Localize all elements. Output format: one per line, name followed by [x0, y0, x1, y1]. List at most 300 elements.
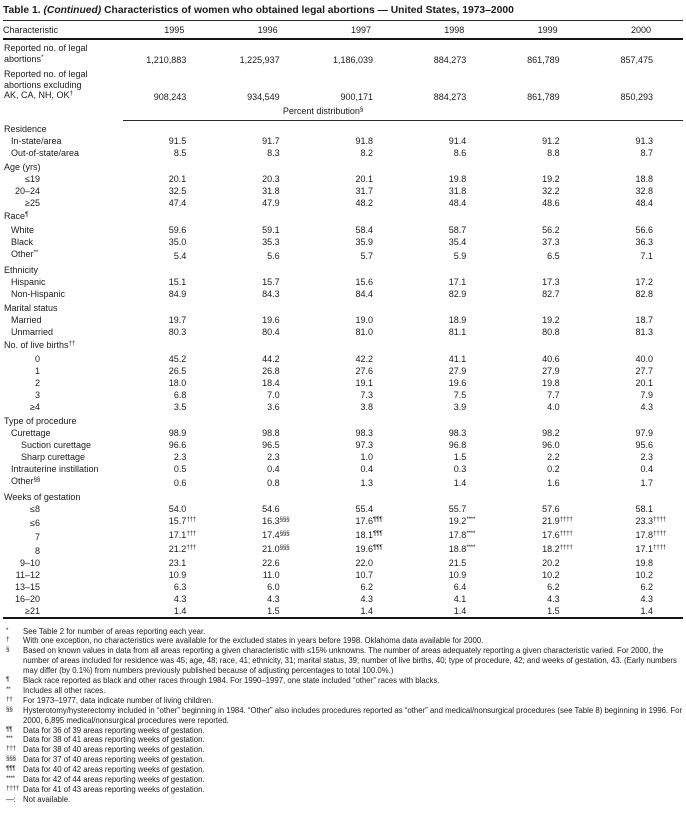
cell-value: 10.2: [635, 569, 653, 580]
cell-value: 861,789: [527, 91, 560, 102]
table-row: [3, 236, 683, 248]
data-cell: [496, 529, 589, 543]
data-cell: [123, 581, 216, 593]
data-cell: [310, 365, 403, 377]
data-cell: [310, 427, 403, 439]
footnote-marker: —:: [6, 794, 16, 804]
cell-value: 21.2: [168, 543, 187, 554]
data-cell: [123, 401, 216, 413]
data-cell: [590, 569, 683, 581]
cell-value: 59.6: [168, 224, 187, 235]
footnote: [3, 676, 683, 686]
data-cell: [310, 236, 403, 248]
cell-value: 17.4: [262, 529, 280, 540]
data-cell: [496, 276, 589, 288]
data-cell: [310, 353, 403, 365]
data-cell: [216, 185, 309, 197]
cell-value: 55.7: [448, 503, 467, 514]
row-label-numeric: 2: [34, 377, 40, 388]
data-cell: [403, 439, 496, 451]
data-cell: [590, 276, 683, 288]
section-header-row: [3, 338, 683, 353]
table-row: [3, 224, 683, 236]
section-header: Type of procedure: [4, 415, 77, 426]
data-cell: [123, 451, 216, 463]
data-cell: [123, 529, 216, 543]
cell-value: 82.9: [448, 288, 467, 299]
cell-value: 7.7: [547, 389, 560, 400]
data-cell: [310, 39, 403, 66]
cell-value: 11.0: [262, 569, 280, 580]
row-label-numeric: 9–10: [19, 557, 40, 568]
cell-value: 1.4: [453, 477, 467, 488]
data-cell: [216, 365, 309, 377]
data-cell: [216, 593, 309, 605]
data-cell: [123, 543, 216, 557]
cell-value: 54.6: [262, 503, 280, 514]
data-cell: [216, 557, 309, 569]
cell-value: 2.3: [173, 451, 187, 462]
cell-value: 7.3: [360, 389, 373, 400]
data-cell: [590, 173, 683, 185]
cell-value: 6.4: [453, 581, 467, 592]
cell-value: 857,475: [620, 55, 653, 65]
data-cell: [496, 66, 589, 103]
cell-value: 20.1: [355, 173, 373, 184]
table-row: [3, 593, 683, 605]
data-cell: [590, 185, 683, 197]
cell-value: 36.3: [635, 236, 653, 247]
data-cell: [590, 147, 683, 159]
data-cell: [123, 276, 216, 288]
cell-value: 8.8: [547, 147, 560, 158]
cell-value: 19.2: [448, 515, 467, 526]
cell-value: 17.3: [542, 276, 560, 287]
cell-value: 0.4: [640, 463, 653, 474]
footnote-text: Includes all other races.: [23, 685, 106, 695]
cell-value: 7.5: [453, 389, 467, 400]
footnote-text: For 1973–1977, data indicate number of living children.: [23, 695, 214, 705]
cell-value: 21.0: [262, 543, 280, 554]
row-label-numeric: ≥4: [30, 401, 40, 412]
cell-value: 35.9: [355, 236, 373, 247]
footnote-text: Data for 42 of 44 areas reporting weeks of gestation.: [23, 775, 205, 785]
data-cell: [590, 314, 683, 326]
footnote: [3, 785, 683, 795]
footnote-text: Data for 36 of 39 areas reporting weeks of gestation.: [23, 725, 205, 735]
row-label-numeric: ≤19: [25, 173, 40, 184]
col-header-year: 1998: [403, 21, 496, 40]
data-cell: [590, 353, 683, 365]
data-cell: [403, 236, 496, 248]
data-cell: [310, 147, 403, 159]
cell-value: 10.9: [448, 569, 467, 580]
data-cell: [496, 427, 589, 439]
data-cell: [310, 314, 403, 326]
footnote: [3, 745, 683, 755]
data-cell: [496, 236, 589, 248]
cell-value: 44.2: [262, 353, 280, 364]
data-cell: [123, 389, 216, 401]
data-cell: [590, 593, 683, 605]
data-cell: [496, 543, 589, 557]
count-row: [3, 39, 683, 66]
cell-value: 18.8: [448, 543, 467, 554]
cell-value: 10.7: [355, 569, 373, 580]
footnote-marker: §§§: [279, 515, 290, 523]
cell-value: 20.1: [168, 173, 187, 184]
row-label: Non-Hispanic: [11, 288, 66, 299]
spanner-spacer: [3, 103, 123, 121]
row-label-numeric: 3: [34, 389, 40, 400]
cell-value: 4.3: [360, 593, 373, 604]
row-label: Married: [11, 314, 42, 325]
cell-value: 23.1: [168, 557, 187, 568]
data-cell: [590, 463, 683, 475]
cell-value: 59.1: [262, 224, 280, 235]
footnote-marker: **: [33, 248, 38, 256]
cell-value: 4.3: [267, 593, 280, 604]
section-header-row: [3, 413, 683, 427]
row-label: [3, 605, 123, 618]
cell-value: 17.1: [635, 543, 653, 554]
data-cell: [496, 557, 589, 569]
data-cell: [310, 439, 403, 451]
row-label: White: [11, 224, 35, 235]
cell-value: 17.8: [635, 529, 653, 540]
data-cell: [403, 463, 496, 475]
row-label-numeric: ≤6: [30, 517, 40, 528]
cell-value: 18.7: [635, 314, 653, 325]
footnote: [3, 735, 683, 745]
footnote: [3, 636, 683, 646]
row-label-numeric: 7: [34, 531, 40, 542]
row-label: [3, 66, 123, 103]
row-label-numeric: ≥25: [25, 197, 40, 208]
data-cell: [216, 451, 309, 463]
footnote-marker: †††: [186, 543, 197, 551]
cell-value: 5.7: [360, 250, 373, 261]
table-row: [3, 314, 683, 326]
cell-value: 84.9: [168, 288, 187, 299]
data-cell: [403, 66, 496, 103]
cell-value: 96.5: [262, 439, 280, 450]
data-cell: [216, 66, 309, 103]
table-row: [3, 173, 683, 185]
footnote: [3, 726, 683, 736]
data-cell: [216, 135, 309, 147]
cell-value: 0.2: [547, 463, 560, 474]
row-label: Black: [11, 236, 34, 247]
cell-value: 4.0: [547, 401, 560, 412]
cell-value: 20.1: [635, 377, 653, 388]
data-cell: [590, 529, 683, 543]
table-row: [3, 353, 683, 365]
data-cell: [310, 581, 403, 593]
row-label: Intrauterine instillation: [11, 463, 99, 474]
footnote-marker: ****: [466, 529, 476, 537]
data-cell: [123, 365, 216, 377]
row-label-line: Reported no. of legal: [4, 43, 88, 53]
cell-value: 23.3: [635, 515, 653, 526]
row-label: [3, 353, 123, 365]
row-label-line: AK, CA, NH, OK†: [4, 90, 73, 100]
row-label: [3, 377, 123, 389]
footnote-text: Not available.: [23, 794, 71, 804]
section-header-row: [3, 120, 683, 135]
data-cell: [590, 401, 683, 413]
cell-value: 1.6: [547, 477, 560, 488]
data-cell: [403, 224, 496, 236]
cell-value: 54.0: [168, 503, 187, 514]
cell-value: 19.1: [355, 377, 373, 388]
data-cell: [123, 135, 216, 147]
cell-value: 1,210,883: [146, 55, 187, 65]
footnote-text: Hysterotomy/hysterectomy included in “other” beginning in 1984. “Other” also includes procedures reported as “other” and medical/nonsurgical procedures (see Table 8) beginning in 1996. For 2000, 6,895 medical/nonsurgical procedures were reported.: [23, 705, 683, 725]
cell-value: 861,789: [527, 55, 560, 65]
cell-value: 19.6: [355, 543, 373, 554]
cell-value: 15.7: [168, 515, 187, 526]
cell-value: 48.2: [355, 197, 373, 208]
spanner-row: [3, 103, 683, 121]
cell-value: 26.5: [168, 365, 187, 376]
footnote-text: Data for 40 of 42 areas reporting weeks of gestation.: [23, 765, 205, 775]
data-cell: [403, 185, 496, 197]
table-title: [3, 4, 683, 17]
table-row: [3, 276, 683, 288]
footnote-marker: ††: [6, 695, 13, 703]
footnote-marker: §§§: [279, 529, 290, 537]
data-cell: [403, 543, 496, 557]
cell-value: 97.3: [355, 439, 373, 450]
data-cell: [216, 581, 309, 593]
data-cell: [216, 326, 309, 338]
cell-value: 27.7: [635, 365, 653, 376]
data-cell: [216, 529, 309, 543]
cell-value: 56.6: [635, 224, 653, 235]
cell-value: 18.0: [168, 377, 187, 388]
footnote-marker: ††††: [6, 785, 20, 792]
row-label: [3, 581, 123, 593]
cell-value: 91.3: [635, 135, 653, 146]
cell-value: 47.9: [262, 197, 280, 208]
cell-value: 6.0: [267, 581, 280, 592]
data-cell: [403, 389, 496, 401]
cell-value: 82.7: [542, 288, 560, 299]
data-cell: [123, 605, 216, 618]
data-cell: [310, 66, 403, 103]
cell-value: 1.4: [640, 605, 653, 616]
data-cell: [216, 353, 309, 365]
footnote-marker: ††††: [559, 543, 573, 551]
data-cell: [403, 451, 496, 463]
table-row: [3, 401, 683, 413]
footnote-text: Black race reported as black and other races through 1984. For 1990–1997, one state included “other” races with blacks.: [23, 676, 440, 686]
footnote-text: See Table 2 for number of areas reporting each year.: [23, 626, 206, 636]
data-cell: [123, 197, 216, 209]
data-cell: [403, 365, 496, 377]
table-row: [3, 427, 683, 439]
cell-value: 19.8: [542, 377, 560, 388]
data-cell: [123, 515, 216, 529]
data-cell: [403, 377, 496, 389]
data-cell: [216, 503, 309, 515]
cell-value: 1.4: [360, 605, 373, 616]
cell-value: 3.8: [360, 401, 373, 412]
cell-value: 91.2: [542, 135, 560, 146]
characteristics-table: [3, 20, 683, 619]
data-cell: [216, 475, 309, 489]
cell-value: 22.6: [262, 557, 280, 568]
footnotes: [3, 627, 683, 805]
data-cell: [496, 515, 589, 529]
row-label: Hispanic: [11, 276, 46, 287]
data-cell: [590, 503, 683, 515]
cell-value: 4.3: [640, 401, 653, 412]
section-header: Marital status: [4, 302, 58, 313]
footnote-marker: †††: [186, 529, 197, 537]
cell-value: 18.1: [355, 529, 373, 540]
cell-value: 7.9: [640, 389, 653, 400]
count-row: [3, 66, 683, 103]
row-label-numeric: 20–24: [14, 185, 40, 196]
data-cell: [310, 197, 403, 209]
row-label-numeric: 8: [34, 545, 40, 556]
row-label: [3, 593, 123, 605]
cell-value: 16.3: [262, 515, 280, 526]
data-cell: [310, 451, 403, 463]
cell-value: 27.9: [448, 365, 467, 376]
footnote-text: Data for 41 of 43 areas reporting weeks of gestation.: [23, 785, 205, 794]
cell-value: 1.3: [360, 477, 373, 488]
footnote-marker: ****: [6, 775, 15, 783]
footnote-marker: ¶¶¶: [372, 543, 383, 551]
cell-value: 6.2: [640, 581, 653, 592]
data-cell: [216, 276, 309, 288]
row-label: [3, 569, 123, 581]
data-cell: [310, 593, 403, 605]
cell-value: 32.8: [635, 185, 653, 196]
data-cell: [310, 569, 403, 581]
data-cell: [496, 605, 589, 618]
table-head: [3, 21, 683, 40]
row-label: [3, 389, 123, 401]
table-row: [3, 605, 683, 618]
data-cell: [496, 135, 589, 147]
table-number: Table 1.: [3, 5, 41, 16]
data-cell: [123, 475, 216, 489]
cell-value: 10.2: [542, 569, 560, 580]
data-cell: [496, 353, 589, 365]
data-cell: [590, 475, 683, 489]
row-label: [3, 185, 123, 197]
footnote-marker: ***: [6, 735, 13, 743]
footnote-text: Data for 38 of 40 areas reporting weeks of gestation.: [23, 745, 205, 755]
data-cell: [216, 515, 309, 529]
row-label: [3, 365, 123, 377]
data-cell: [590, 288, 683, 300]
table-row: [3, 377, 683, 389]
data-cell: [496, 147, 589, 159]
cell-value: 0.4: [360, 463, 373, 474]
data-cell: [123, 288, 216, 300]
cell-value: 0.5: [173, 463, 187, 474]
data-cell: [496, 314, 589, 326]
data-cell: [216, 463, 309, 475]
data-cell: [496, 451, 589, 463]
data-cell: [123, 557, 216, 569]
cell-value: 18.8: [635, 173, 653, 184]
cell-value: 19.0: [355, 314, 373, 325]
data-cell: [123, 353, 216, 365]
data-cell: [216, 569, 309, 581]
cell-value: 17.1: [168, 529, 187, 540]
cell-value: 6.3: [173, 581, 187, 592]
table-row: [3, 581, 683, 593]
cell-value: 21.5: [448, 557, 467, 568]
cell-value: 1.5: [453, 451, 467, 462]
data-cell: [590, 248, 683, 262]
footnote-marker: ¶¶¶: [372, 529, 383, 537]
data-cell: [403, 353, 496, 365]
table-row: [3, 288, 683, 300]
data-cell: [590, 427, 683, 439]
data-cell: [403, 314, 496, 326]
data-cell: [590, 326, 683, 338]
cell-value: 5.4: [173, 250, 187, 261]
data-cell: [403, 147, 496, 159]
cell-value: 31.8: [262, 185, 280, 196]
data-cell: [403, 593, 496, 605]
cell-value: 56.2: [542, 224, 560, 235]
data-cell: [496, 365, 589, 377]
cell-value: 6.5: [547, 250, 560, 261]
data-cell: [403, 248, 496, 262]
cell-value: 10.9: [168, 569, 187, 580]
cell-value: 37.3: [542, 236, 560, 247]
data-cell: [590, 39, 683, 66]
cell-value: 58.4: [355, 224, 373, 235]
footnote-marker: ††††: [653, 543, 667, 551]
cell-value: 35.0: [168, 236, 187, 247]
data-cell: [310, 543, 403, 557]
row-label: Suction curettage: [21, 439, 92, 450]
table-row: [3, 451, 683, 463]
section-header: No. of live births††: [4, 339, 76, 350]
data-cell: [310, 173, 403, 185]
row-label: [3, 173, 123, 185]
cell-value: 19.6: [448, 377, 467, 388]
footnote: [3, 765, 683, 775]
cell-value: 48.4: [635, 197, 653, 208]
data-cell: [496, 173, 589, 185]
data-cell: [403, 529, 496, 543]
cell-value: 80.3: [168, 326, 187, 337]
footnote-marker: †: [69, 90, 73, 97]
cell-value: 35.4: [448, 236, 467, 247]
table-row: [3, 326, 683, 338]
cell-value: 26.8: [262, 365, 280, 376]
cell-value: 19.7: [168, 314, 187, 325]
row-label-numeric: ≤8: [30, 503, 40, 514]
table-row: [3, 365, 683, 377]
row-label: [3, 543, 123, 557]
footnote-text: With one exception, no characteristics were available for the excluded states in years before 1998. Oklahoma data available for 2000.: [23, 636, 484, 646]
data-cell: [403, 326, 496, 338]
data-cell: [216, 173, 309, 185]
data-cell: [216, 389, 309, 401]
cell-value: 19.2: [542, 314, 560, 325]
